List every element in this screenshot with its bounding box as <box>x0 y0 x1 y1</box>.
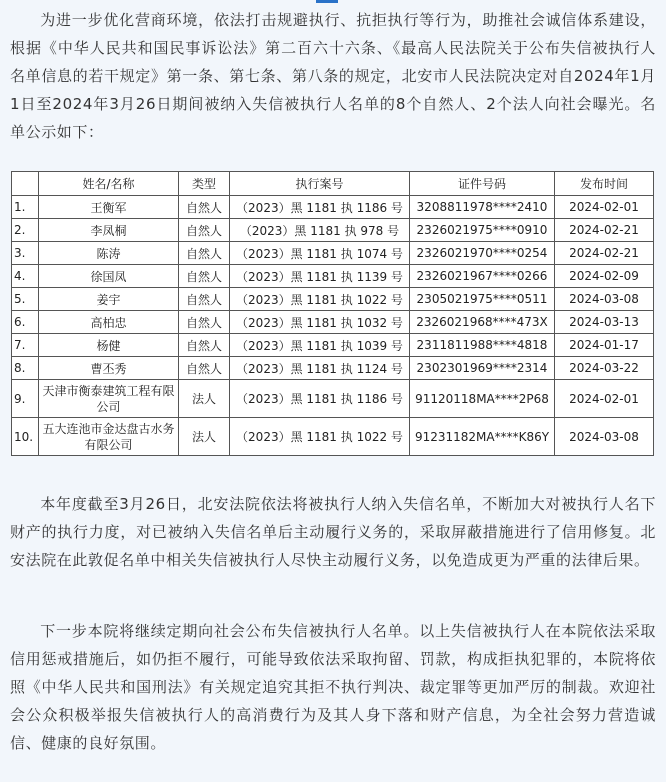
row-name: 李凤桐 <box>39 219 179 242</box>
progress-text: 本年度截至3月26日，北安法院依法将被执行人纳入失信名单，不断加大对被执行人名下财产的执行力度，对已被纳入失信名单后主动履行义务的，采取屏蔽措施进行了信用修复。北安法院在此敦促名单中相关失信被执行人尽快主动履行义务，以免造成更为严重的法律后果。 <box>10 495 656 569</box>
row-index: 9. <box>12 380 39 418</box>
next-steps-paragraph <box>10 617 656 757</box>
row-type: 自然人 <box>179 242 230 265</box>
row-id-number: 3208811978****2410 <box>410 196 555 219</box>
table-row <box>12 357 654 380</box>
row-index: 2. <box>12 219 39 242</box>
row-name: 姜宇 <box>39 288 179 311</box>
header-index <box>12 172 39 196</box>
row-id-number: 2326021970****0254 <box>410 242 555 265</box>
row-case-number: （2023）黑 1181 执 1124 号 <box>230 357 410 380</box>
row-name: 陈涛 <box>39 242 179 265</box>
row-name: 杨健 <box>39 334 179 357</box>
row-publish-date: 2024-03-08 <box>555 288 654 311</box>
table-header-row <box>12 172 654 196</box>
row-publish-date: 2024-02-01 <box>555 380 654 418</box>
progress-paragraph <box>10 490 656 574</box>
row-publish-date: 2024-02-01 <box>555 196 654 219</box>
row-id-number: 2326021967****0266 <box>410 265 555 288</box>
table-row <box>12 334 654 357</box>
header-case-number: 执行案号 <box>230 172 410 196</box>
table-row <box>12 418 654 456</box>
row-index: 4. <box>12 265 39 288</box>
header-id-number: 证件号码 <box>410 172 555 196</box>
row-publish-date: 2024-03-08 <box>555 418 654 456</box>
header-publish-date: 发布时间 <box>555 172 654 196</box>
row-publish-date: 2024-01-17 <box>555 334 654 357</box>
row-id-number: 91120118MA****2P68 <box>410 380 555 418</box>
row-publish-date: 2024-02-21 <box>555 219 654 242</box>
row-name: 高柏忠 <box>39 311 179 334</box>
row-type: 法人 <box>179 380 230 418</box>
row-name: 曹丕秀 <box>39 357 179 380</box>
row-index: 3. <box>12 242 39 265</box>
next-steps-text: 下一步本院将继续定期向社会公布失信被执行人名单。以上失信被执行人在本院依法采取信用惩戒措施后，如仍拒不履行，可能导致依法采取拘留、罚款，构成拒执犯罪的，本院将依照《中华人民共和国刑法》有关规定追究其拒不执行判决、裁定罪等更加严厉的制裁。欢迎社会公众积极举报失信被执行人的高消费行为及其人身下落和财产信息，为全社会努力营造诚信、健康的良好氛围。 <box>10 622 656 752</box>
row-id-number: 2326021975****0910 <box>410 219 555 242</box>
row-index: 1. <box>12 196 39 219</box>
row-name: 五大连池市金达盘古水务有限公司 <box>39 418 179 456</box>
row-case-number: （2023）黑 1181 执 978 号 <box>230 219 410 242</box>
dishonest-debtor-table <box>11 171 654 456</box>
intro-paragraph <box>10 6 656 146</box>
row-case-number: （2023）黑 1181 执 1039 号 <box>230 334 410 357</box>
row-publish-date: 2024-02-21 <box>555 242 654 265</box>
table-row <box>12 265 654 288</box>
row-case-number: （2023）黑 1181 执 1022 号 <box>230 288 410 311</box>
table-row <box>12 288 654 311</box>
row-index: 5. <box>12 288 39 311</box>
table-row <box>12 311 654 334</box>
row-case-number: （2023）黑 1181 执 1022 号 <box>230 418 410 456</box>
table-row <box>12 219 654 242</box>
row-type: 自然人 <box>179 288 230 311</box>
row-name: 王衡军 <box>39 196 179 219</box>
row-index: 10. <box>12 418 39 456</box>
row-case-number: （2023）黑 1181 执 1186 号 <box>230 380 410 418</box>
table-row <box>12 196 654 219</box>
row-publish-date: 2024-03-13 <box>555 311 654 334</box>
row-type: 自然人 <box>179 265 230 288</box>
row-id-number: 2311811988****4818 <box>410 334 555 357</box>
row-id-number: 91231182MA****K86Y <box>410 418 555 456</box>
header-type: 类型 <box>179 172 230 196</box>
row-case-number: （2023）黑 1181 执 1074 号 <box>230 242 410 265</box>
row-publish-date: 2024-02-09 <box>555 265 654 288</box>
row-type: 自然人 <box>179 219 230 242</box>
top-accent-bar <box>316 0 338 3</box>
row-index: 6. <box>12 311 39 334</box>
row-type: 自然人 <box>179 357 230 380</box>
row-name: 天津市衡泰建筑工程有限公司 <box>39 380 179 418</box>
table-row <box>12 380 654 418</box>
row-type: 自然人 <box>179 196 230 219</box>
row-index: 8. <box>12 357 39 380</box>
intro-text: 为进一步优化营商环境，依法打击规避执行、抗拒执行等行为，助推社会诚信体系建设，根据《中华人民共和国民事诉讼法》第二百六十六条、《最高人民法院关于公布失信被执行人名单信息的若干规定》第一条、第七条、第八条的规定，北安市人民法院决定对自2024年1月1日至2024年3月26日期间被纳入失信被执行人名单的8个自然人、2个法人向社会曝光。名单公示如下： <box>10 11 656 141</box>
header-name: 姓名/名称 <box>39 172 179 196</box>
row-case-number: （2023）黑 1181 执 1186 号 <box>230 196 410 219</box>
row-case-number: （2023）黑 1181 执 1139 号 <box>230 265 410 288</box>
table-row <box>12 242 654 265</box>
row-id-number: 2302301969****2314 <box>410 357 555 380</box>
row-id-number: 2305021975****0511 <box>410 288 555 311</box>
row-type: 自然人 <box>179 334 230 357</box>
row-id-number: 2326021968****473X <box>410 311 555 334</box>
row-name: 徐国凤 <box>39 265 179 288</box>
row-case-number: （2023）黑 1181 执 1032 号 <box>230 311 410 334</box>
row-index: 7. <box>12 334 39 357</box>
row-publish-date: 2024-03-22 <box>555 357 654 380</box>
row-type: 自然人 <box>179 311 230 334</box>
row-type: 法人 <box>179 418 230 456</box>
